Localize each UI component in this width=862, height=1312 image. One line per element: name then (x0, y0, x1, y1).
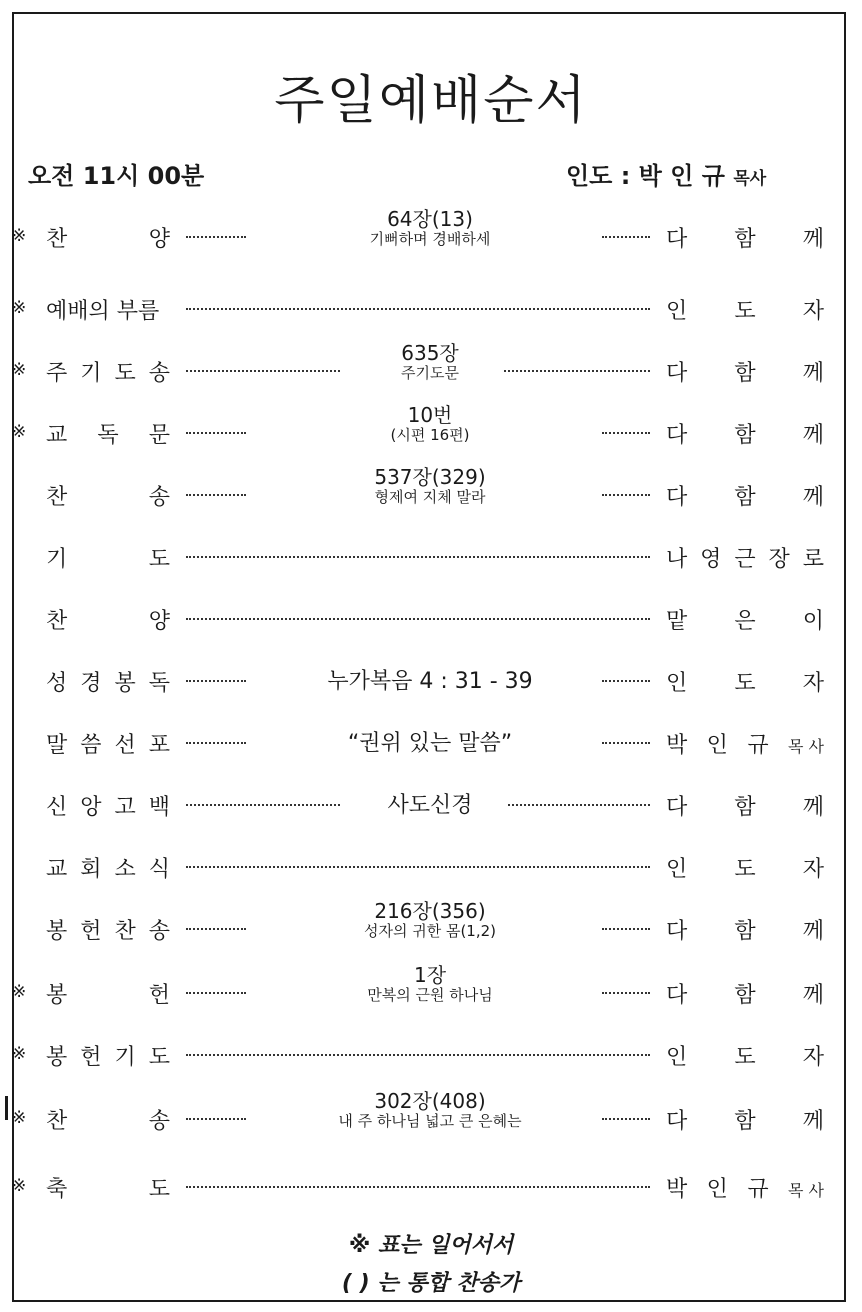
item-person: 다 함 께 (666, 983, 824, 1008)
item-detail: 537장(329) 형제여 지체 말라 (374, 465, 486, 506)
item-person: 인 도 자 (666, 671, 824, 696)
leader-label: 인도 : 박 인 규 (566, 162, 725, 190)
item-label: 기 도 (46, 547, 170, 572)
program-row (0, 534, 862, 584)
stand-mark: ※ (12, 982, 27, 1002)
leader-dots (602, 926, 650, 930)
item-label: 말 씀 선 포 (46, 733, 170, 758)
program-row (0, 286, 862, 336)
service-leader (566, 156, 766, 191)
item-person: 다 함 께 (666, 919, 824, 944)
item-detail: 10번 (시편 16편) (390, 403, 470, 444)
leader-dots (602, 492, 650, 496)
program-row (0, 403, 862, 460)
footer-note-hymnal: ( ) 는 통합 찬송가 (341, 1271, 521, 1296)
item-person: 다 함 께 (666, 1109, 824, 1134)
item-person: 다 함 께 (666, 227, 824, 252)
item-label: 신 앙 고 백 (46, 795, 170, 820)
leader-dots (504, 368, 650, 372)
program-row (0, 844, 862, 894)
item-person: 박 인 규 목 사 (666, 1177, 824, 1202)
leader-dots (508, 802, 650, 806)
program-row (0, 207, 862, 264)
leader-dots (602, 430, 650, 434)
page-title: 주일예배순서 (274, 71, 588, 131)
leader-dots (186, 740, 246, 744)
item-detail: 64장(13) 기뻐하며 경배하세 (369, 207, 491, 248)
leader-dots (186, 1116, 246, 1120)
leader-dots (186, 234, 246, 238)
leader-dots (602, 678, 650, 682)
item-detail: 누가복음 4 : 31 - 39 (327, 669, 533, 694)
leader-dots (186, 1184, 650, 1188)
leader-dots (602, 990, 650, 994)
item-detail: 635장 주기도문 (401, 341, 459, 382)
leader-dots (186, 430, 246, 434)
leader-dots (186, 616, 650, 620)
item-person: 박 인 규 목 사 (666, 733, 824, 758)
item-person: 인 도 자 (666, 299, 824, 324)
item-detail: 216장(356) 성자의 귀한 몸(1,2) (363, 899, 497, 940)
stand-mark: ※ (12, 1108, 27, 1128)
footer-note-standing: ※ 표는 일어서서 (348, 1233, 514, 1258)
item-label: 교 독 문 (46, 423, 170, 448)
stand-mark: ※ (12, 360, 27, 380)
stand-mark: ※ (12, 298, 27, 318)
item-detail: 1장 만복의 근원 하나님 (367, 963, 493, 1004)
program-row (0, 465, 862, 522)
leader-suffix: 목사 (733, 169, 767, 189)
item-label: 예배의 부름 (46, 299, 160, 324)
item-detail: 사도신경 (387, 793, 473, 818)
item-person: 인 도 자 (666, 857, 824, 882)
item-detail: “권위 있는 말씀” (347, 731, 513, 756)
stand-mark: ※ (12, 226, 27, 246)
leader-dots (602, 1116, 650, 1120)
leader-dots (186, 926, 246, 930)
leader-dots (186, 306, 650, 310)
item-label: 찬 송 (46, 1109, 170, 1134)
item-person: 나 영 근 장 로 (666, 547, 824, 572)
item-label: 성 경 봉 독 (46, 671, 170, 696)
program-row (0, 596, 862, 646)
leader-dots (186, 990, 246, 994)
program-row (0, 341, 862, 398)
text-cursor (5, 1096, 8, 1120)
item-label: 교 회 소 식 (46, 857, 170, 882)
item-label: 축 도 (46, 1177, 170, 1202)
program-row (0, 899, 862, 956)
item-label: 찬 양 (46, 227, 170, 252)
leader-dots (602, 234, 650, 238)
program-row (0, 1089, 862, 1146)
program-row (0, 1164, 862, 1214)
stand-mark: ※ (12, 1044, 27, 1064)
stand-mark: ※ (12, 422, 27, 442)
item-person: 다 함 께 (666, 485, 824, 510)
stand-mark: ※ (12, 1176, 27, 1196)
leader-dots (602, 740, 650, 744)
leader-dots (186, 554, 650, 558)
item-person: 다 함 께 (666, 423, 824, 448)
program-row (0, 658, 862, 708)
item-label: 찬 양 (46, 609, 170, 634)
item-person: 인 도 자 (666, 1045, 824, 1070)
program-row (0, 963, 862, 1020)
program-row (0, 782, 862, 832)
leader-dots (186, 864, 650, 868)
item-label: 봉 헌 찬 송 (46, 919, 170, 944)
item-label: 봉 헌 기 도 (46, 1045, 170, 1070)
item-detail: 302장(408) 내 주 하나님 넓고 큰 은혜는 (338, 1089, 522, 1130)
item-person: 다 함 께 (666, 361, 824, 386)
item-person: 맡 은 이 (666, 609, 824, 634)
program-row (0, 1032, 862, 1082)
item-label: 주 기 도 송 (46, 361, 170, 386)
item-label: 봉 헌 (46, 983, 170, 1008)
item-person: 다 함 께 (666, 795, 824, 820)
item-label: 찬 송 (46, 485, 170, 510)
leader-dots (186, 678, 246, 682)
service-time: 오전 11시 00분 (28, 162, 205, 190)
leader-dots (186, 1052, 650, 1056)
leader-dots (186, 492, 246, 496)
program-row (0, 720, 862, 770)
